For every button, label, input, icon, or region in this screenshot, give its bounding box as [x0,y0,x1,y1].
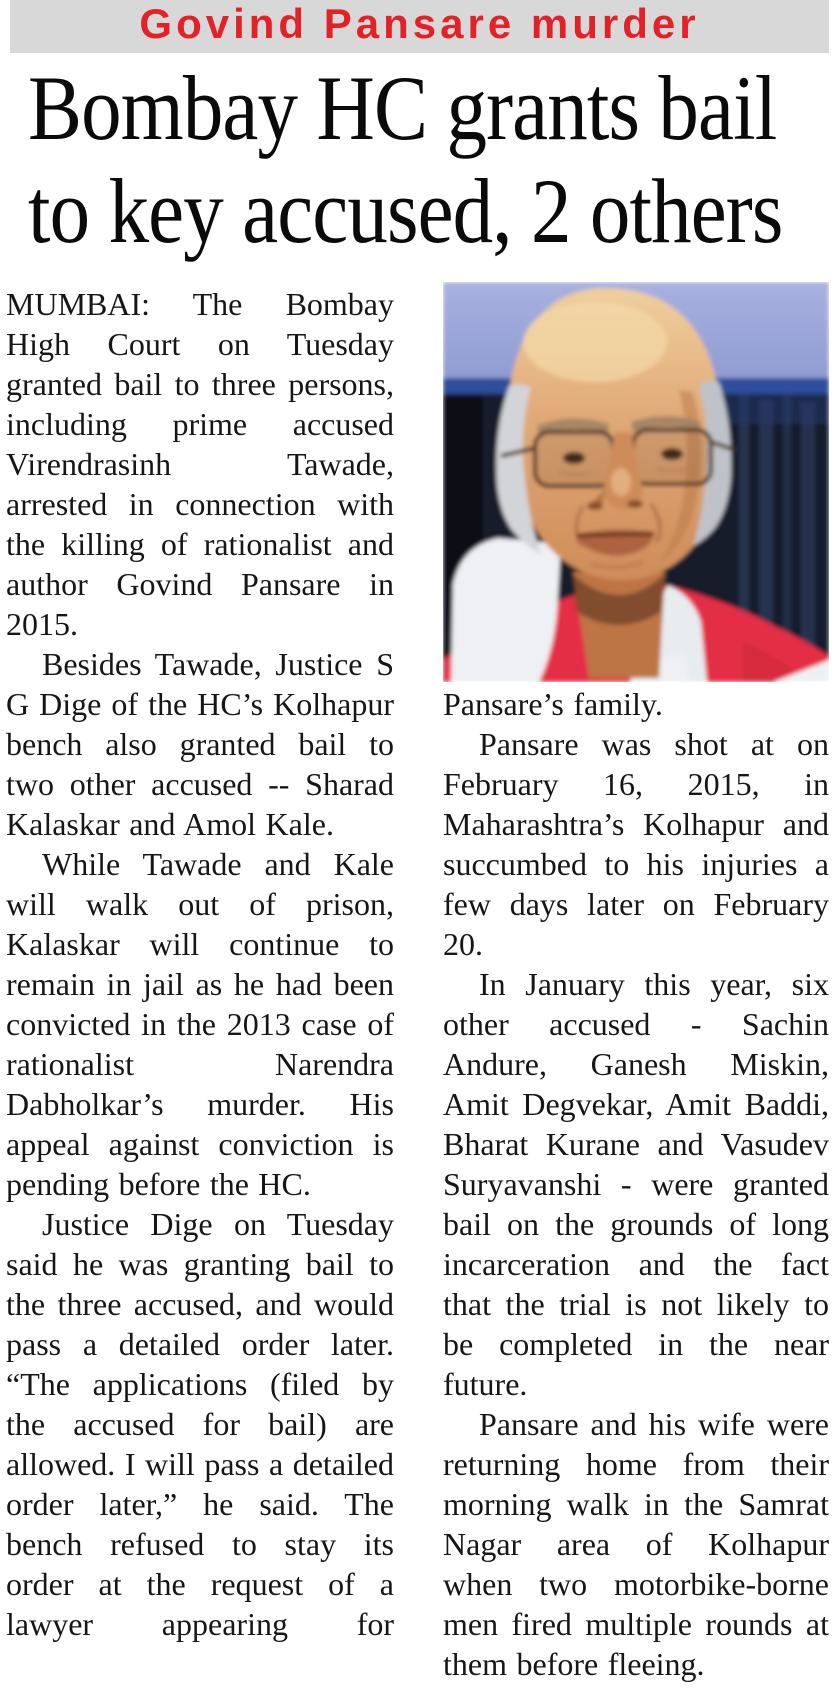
article-column-left [6,284,394,1644]
article-paragraph: Pansare and his wife were returning home from their morning walk in the Samrat Nagar area of Kolhapur when two motorbike-borne men fired multiple rounds at them before fleeing. [443,1406,829,1682]
article-paragraph: Pansare’s family. [443,686,663,722]
kicker-bar [10,0,829,53]
article-column-right [443,282,829,1684]
article-paragraph: In January this year, six other accused - Sachin Andure, Ganesh Miskin, Amit Degvekar, Amit Baddi, Bharat Kurane and Vasudev Suryavanshi - were granted bail on the grounds of long incarceration and the fact that the trial is not likely to be completed in the near future. [443,966,829,1402]
pansare-portrait-illustration [443,282,829,682]
kicker-label: Govind Pansare murder [139,0,700,47]
headline-line-2: to key accused, 2 others [28,160,783,262]
pansare-photo [443,282,829,682]
headline [28,57,828,263]
headline-line-1: Bombay HC grants bail [28,57,777,159]
article-paragraph: MUMBAI: The Bombay High Court on Tuesday granted bail to three persons, including prime accused Virendrasinh Tawade, arrested in connection with the killing of rationalist and author Govind Pansare in 2015. [6,286,394,642]
article-paragraph: While Tawade and Kale will walk out of prison, Kalaskar will continue to remain in jail as he had been convicted in the 2013 case of rationalist Narendra Dabholkar’s murder. His appeal against conviction is pending before the HC. [6,846,394,1202]
article-paragraph: Justice Dige on Tuesday said he was granting bail to the three accused, and would pass a detailed order later. “The applications (filed by the accused for bail) are allowed. I will pass a detailed order later,” he said. The bench refused to stay its order at the request of a lawyer appearing for [6,1206,394,1642]
article-paragraph: Pansare was shot at on February 16, 2015, in Maharashtra’s Kolhapur and succumbed to his injuries a few days later on February 20. [443,726,829,962]
article-column-right-text [443,684,829,1684]
article-paragraph: Besides Tawade, Justice S G Dige of the HC’s Kolhapur bench also granted bail to two other accused -- Sharad Kalaskar and Amol Kale. [6,646,394,842]
